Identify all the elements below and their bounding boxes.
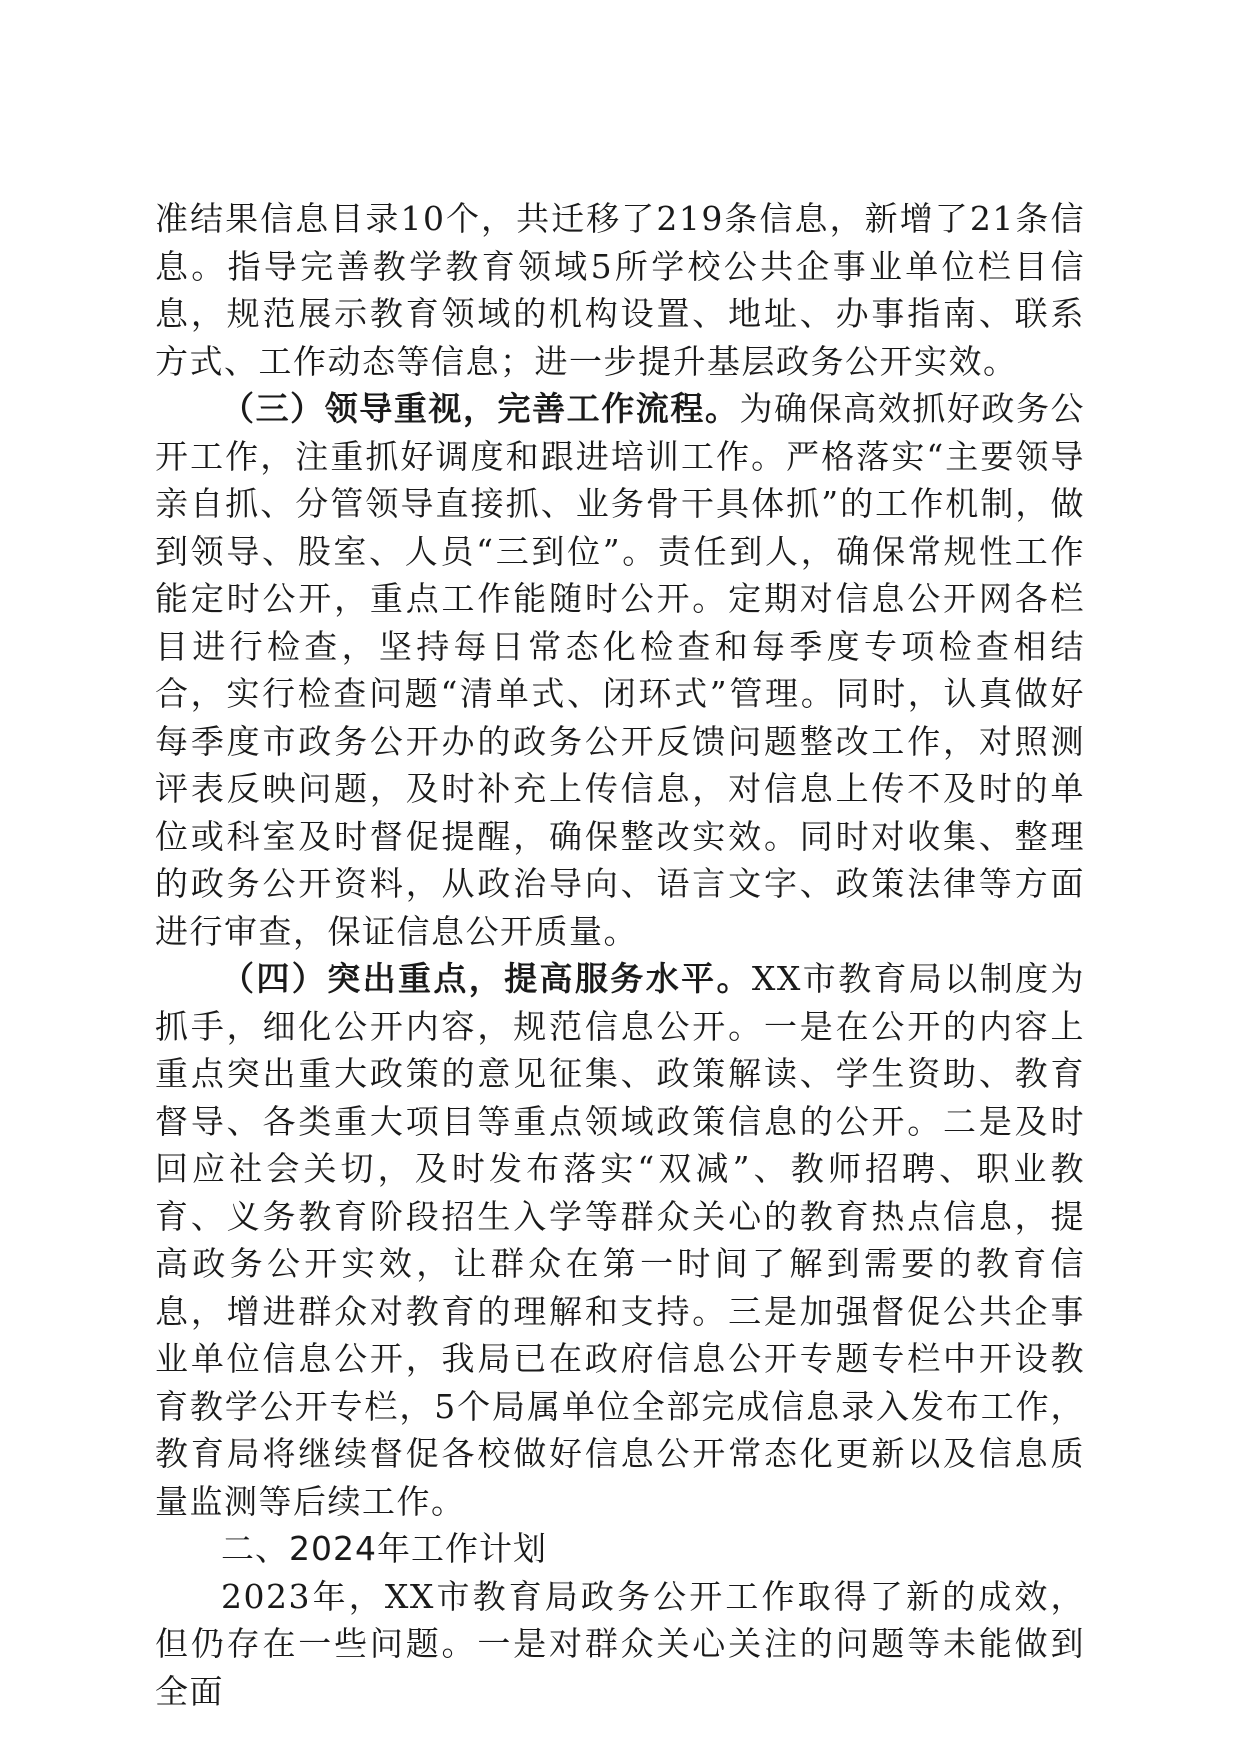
paragraph-directory-info: 准结果信息目录10个，共迁移了219条信息，新增了21条信息。指导完善教学教育领域5所学校公共企事业单位栏目信息，规范展示教育领域的机构设置、地址、办事指南、联系方式、工作动态等信息；进一步提升基层政务公开实效。 [155, 199, 1085, 381]
section-body-four: XX市教育局以制度为抓手，细化公开内容，规范信息公开。一是在公开的内容上重点突出重大政策的意见征集、政策解读、学生资助、教育督导、各类重大项目等重点领域政策信息的公开。二是及时回应社会关切，及时发布落实“双减”、教师招聘、职业教育、义务教育阶段招生入学等群众关心的教育热点信息，提高政务公开实效，让群众在第一时间了解到需要的教育信息，增进群众对教育的理解和支持。三是加强督促公共企事业单位信息公开，我局已在政府信息公开专题专栏中开设教育教学公开专栏，5个局属单位全部完成信息录入发布工作，教育局将继续督促各校做好信息公开常态化更新以及信息质量监测等后续工作。 [155, 959, 1085, 1521]
section-lead-four: （四）突出重点，提高服务水平。 [221, 959, 752, 998]
section-body-three: 为确保高效抓好政务公开工作，注重抓好调度和跟进培训工作。严格落实“主要领导亲自抓、分管领导直接抓、业务骨干具体抓”的工作机制，做到领导、股室、人员“三到位”。责任到人，确保常规性工作能定时公开，重点工作能随时公开。定期对信息公开网各栏目进行检查，坚持每日常态化检查和每季度专项检查相结合，实行检查问题“清单式、闭环式”管理。同时，认真做好每季度市政务公开办的政务公开反馈问题整改工作，对照测评表反映问题，及时补充上传信息，对信息上传不及时的单位或科室及时督促提醒，确保整改实效。同时对收集、整理的政务公开资料，从政治导向、语言文字、政策法律等方面进行审查，保证信息公开质量。 [155, 389, 1085, 951]
section-lead-three: （三）领导重视，完善工作流程。 [221, 389, 740, 428]
document-page [155, 195, 1085, 1715]
paragraph-key-points [155, 955, 1085, 1525]
paragraph-2023-summary: 2023年，XX市教育局政务公开工作取得了新的成效，但仍存在一些问题。一是对群众关心关注的问题等未能做到全面 [155, 1576, 1085, 1711]
paragraph-leadership [155, 385, 1085, 955]
section-heading-2024-plan: 二、2024年工作计划 [221, 1529, 547, 1568]
